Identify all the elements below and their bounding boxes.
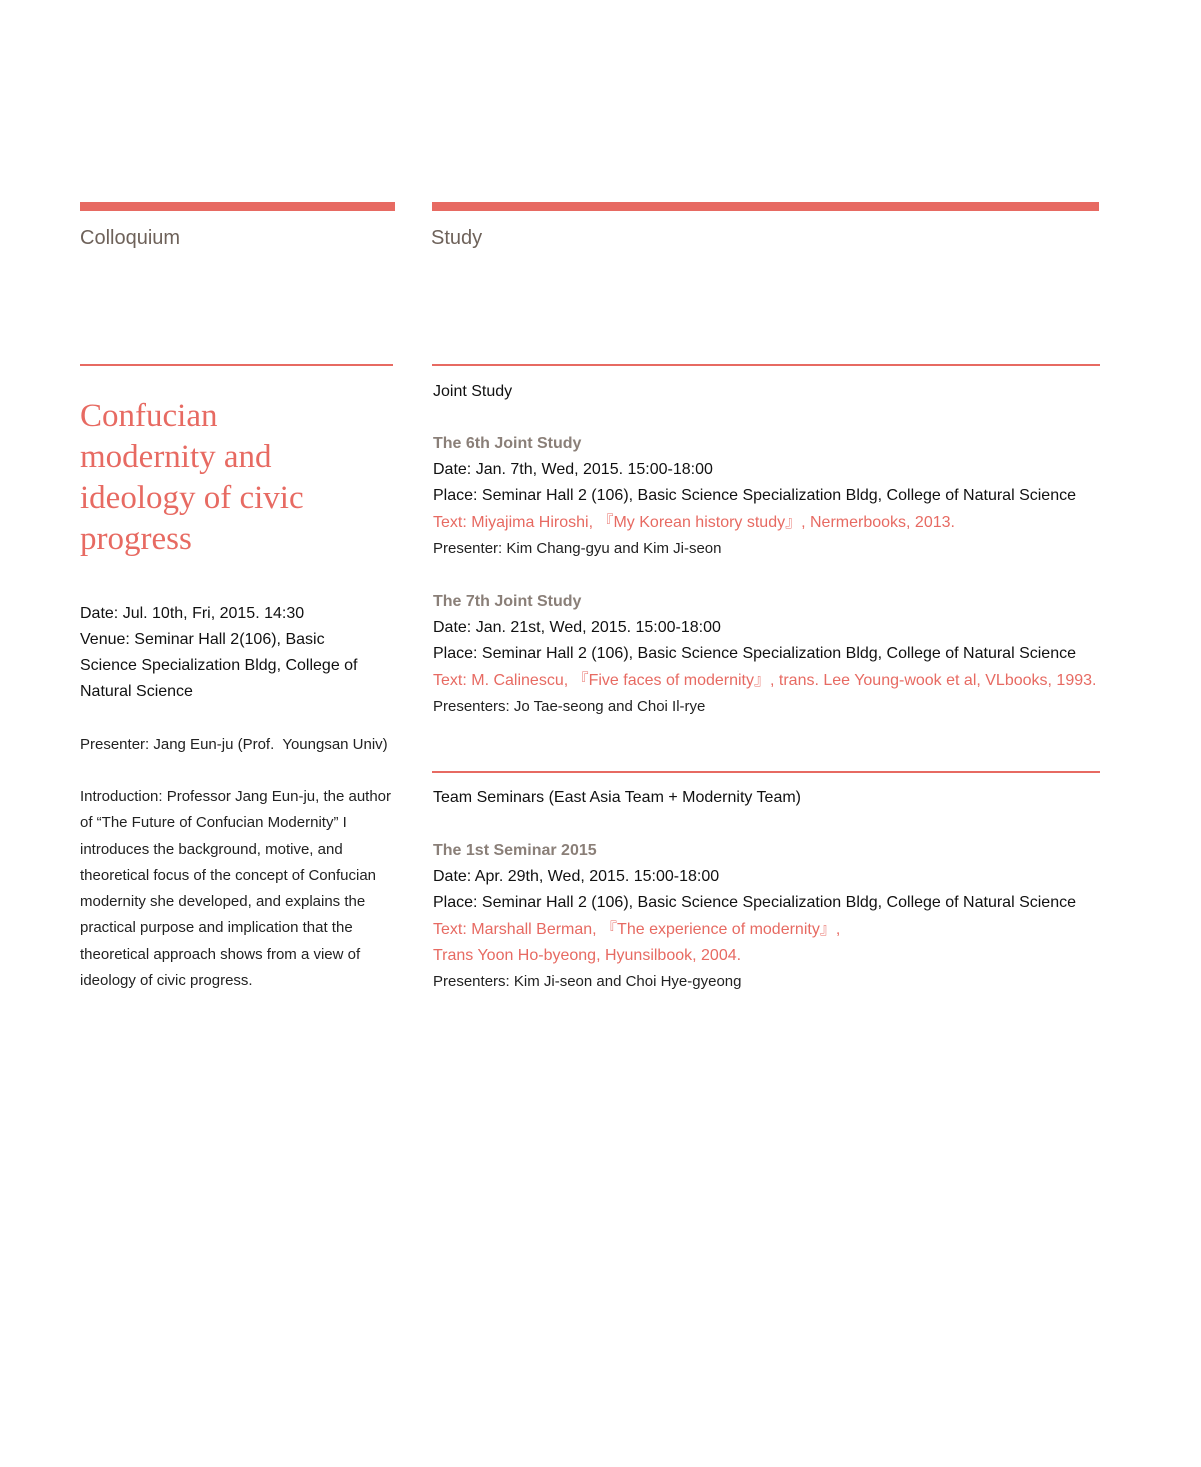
- study-section-label: Study: [431, 227, 483, 249]
- joint-study-session-6: [433, 431, 1076, 562]
- session-text: Text: Miyajima Hiroshi, 『My Korean history study』, Nermerbooks, 2013.: [433, 513, 955, 531]
- session-title: The 6th Joint Study: [433, 435, 582, 452]
- session-presenter: Presenters: Jo Tae-seong and Choi Il-rye: [433, 697, 706, 715]
- session-presenter: Presenters: Kim Ji-seon and Choi Hye-gyeong: [433, 973, 742, 991]
- team-seminars-heading: Team Seminars (East Asia Team + Modernity Team): [433, 789, 801, 806]
- session-text-line-1: Text: Marshall Berman, 『The experience of modernity』,: [433, 920, 841, 938]
- session-title: The 1st Seminar 2015: [433, 842, 597, 859]
- colloquium-top-bar: [80, 202, 395, 211]
- session-place: Place: Seminar Hall 2 (106), Basic Science Specialization Bldg, College of Natural Science: [433, 645, 1076, 663]
- colloquium-introduction: Introduction: Professor Jang Eun-ju, the author of “The Future of Confucian Modernity” I introduces the background, motive, and theoretical focus of the concept of Confucian modernity she developed, and explains the practical purpose and implication that the theoretical approach shows from a view of ideology of civic progress.: [80, 788, 392, 990]
- colloquium-venue: Venue: Seminar Hall 2(106), Basic Science Specialization Bldg, College of Natural Science: [80, 631, 358, 700]
- session-text: Text: M. Calinescu, 『Five faces of modernity』, trans. Lee Young-wook et al, VLbooks, 1993.: [433, 671, 1097, 689]
- joint-study-divider: [432, 364, 1100, 366]
- colloquium-details: [80, 601, 395, 705]
- session-text-line-2: Trans Yoon Ho-byeong, Hyunsilbook, 2004.: [433, 946, 742, 964]
- study-top-bar: [432, 202, 1099, 211]
- joint-study-session-7: [433, 589, 1096, 720]
- colloquium-section-label: Colloquium: [80, 227, 181, 249]
- colloquium-presenter: Presenter: Jang Eun-ju (Prof. Youngsan Univ): [80, 736, 388, 753]
- session-date: Date: Jan. 7th, Wed, 2015. 15:00-18:00: [433, 461, 713, 478]
- session-date: Date: Jan. 21st, Wed, 2015. 15:00-18:00: [433, 619, 721, 636]
- session-place: Place: Seminar Hall 2 (106), Basic Science Specialization Bldg, College of Natural Science: [433, 894, 1076, 912]
- colloquium-column: [80, 396, 395, 560]
- session-place: Place: Seminar Hall 2 (106), Basic Science Specialization Bldg, College of Natural Science: [433, 487, 1076, 505]
- team-seminar-divider: [432, 771, 1100, 773]
- team-seminar-session-1: [433, 838, 1076, 995]
- joint-study-heading: Joint Study: [433, 383, 513, 400]
- session-title: The 7th Joint Study: [433, 593, 582, 610]
- colloquium-divider: [80, 364, 393, 366]
- colloquium-date: Date: Jul. 10th, Fri, 2015. 14:30: [80, 605, 305, 622]
- colloquium-introduction-block: [80, 784, 395, 994]
- session-date: Date: Apr. 29th, Wed, 2015. 15:00-18:00: [433, 868, 720, 885]
- colloquium-title: Confucian modernity and ideology of civic progress: [80, 398, 304, 557]
- session-presenter: Presenter: Kim Chang-gyu and Kim Ji-seon: [433, 539, 722, 557]
